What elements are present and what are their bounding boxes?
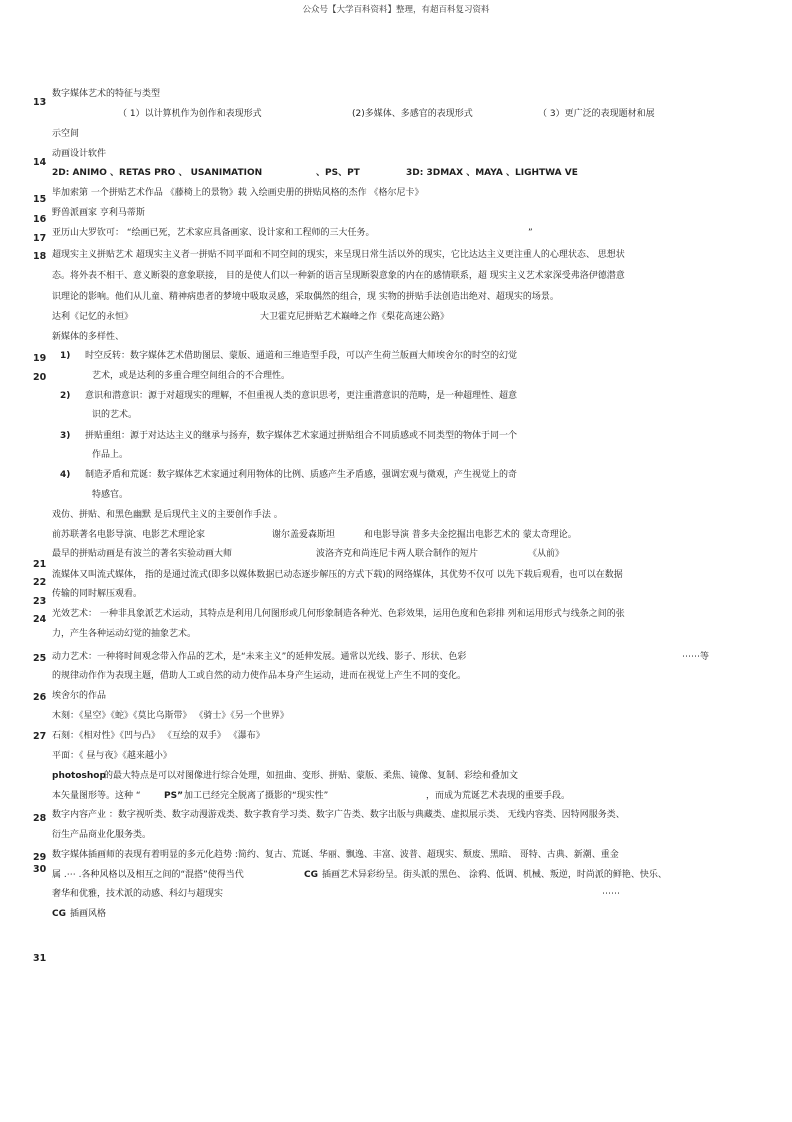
text-line: 新媒体的多样性、 <box>52 332 125 342</box>
text-line: 拼贴重组：源于对达达主义的继承与扬弃，数字媒体艺术家通过拼贴组合不同质感或不同类型的物体于同一个 <box>85 431 518 441</box>
text-line: 制造矛盾和荒诞：数字媒体艺术家通过利用物体的比例、质感产生矛盾感，强调宏观与微观，产生视觉上的奇 <box>85 470 518 480</box>
text-line: 力，产生各种运动幻觉的抽象艺术。 <box>52 629 197 639</box>
line-number: 13 <box>33 97 47 108</box>
text-line: CG <box>304 870 318 880</box>
text-line: 衍生产品商业化服务类。 <box>52 830 152 840</box>
text-line: 光效艺术： 一种非具象派艺术运动，其特点是利用几何图形或几何形象制造各种光、色彩效果，运用色度和色彩排 列和运用形式与线条之间的张 <box>52 609 625 619</box>
text-line: 动画设计软件 <box>52 149 107 159</box>
line-number: 19 <box>33 353 47 364</box>
list-marker: 3) <box>60 431 71 441</box>
line-number: 20 <box>33 372 47 383</box>
text-line: 石刻：《相对性》《凹与凸》 《互绘的双手》 《瀑布》 <box>52 731 265 741</box>
line-number: 24 <box>33 614 47 625</box>
text-line: 平面：《 昼与夜》《越来越小》 <box>52 751 172 761</box>
text-line: 波洛齐克和尚连尼卡两人联合制作的短片 <box>316 549 479 559</box>
text-line: 《从前》 <box>528 549 565 559</box>
line-number: 31 <box>33 953 47 964</box>
line-number: 17 <box>33 233 47 244</box>
page-header: 公众号【大学百科资料】整理，有超百科复习资料 <box>302 5 490 15</box>
text-line: 戏仿、拼贴、和黑色幽默 是后现代主义的主要创作手法 。 <box>52 510 283 520</box>
text-line: 识的艺术。 <box>92 410 138 420</box>
text-line: ⋯⋯ <box>602 889 620 899</box>
text-line: (2)多媒体、多感官的表现形式 <box>352 109 473 119</box>
text-line: 3D: 3DMAX 、MAYA 、LIGHTWA VE <box>406 168 578 178</box>
text-line: 数字媒体插画师的表现有着明显的多元化趋势 :简约、复古、荒诞、华丽、飘逸、丰富、波普、超现实、颓废、黑暗、 哥特、古典、新潮、重金 <box>52 850 619 860</box>
text-line: 亚历山大罗钦可： “绘画已死，艺术家应具备画家、设计家和工程师的三大任务。 <box>52 228 375 238</box>
text-line: 的最大特点是可以对图像进行综合处理，如扭曲、变形、拼贴、蒙版、柔焦、镜像、复制、彩绘和叠加文 <box>104 771 519 781</box>
text-line: 奢华和优雅，技术派的动感、科幻与超现实 <box>52 889 224 899</box>
line-number: 27 <box>33 731 47 742</box>
line-number: 15 <box>33 194 47 205</box>
text-line: ⋯⋯等 <box>682 652 710 662</box>
line-number: 22 <box>33 577 47 588</box>
text-line: 时空反转：数字媒体艺术借助图层、蒙版、通道和三维造型手段，可以产生荷兰版画大师埃舍尔的时空的幻觉 <box>85 351 518 361</box>
text-line: 大卫霍克尼拼贴艺术巅峰之作《梨花高速公路》 <box>260 312 450 322</box>
line-number: 16 <box>33 214 47 225</box>
text-line: 数字媒体艺术的特征与类型 <box>52 89 161 99</box>
text-line: 传输的同时解压观看。 <box>52 589 143 599</box>
text-line: 木刻：《星空》《蛇》《莫比乌斯带》 《骑士》《另一个世界》 <box>52 711 289 721</box>
text-line: 作品上。 <box>92 450 129 460</box>
text-line: 前苏联著名电影导演、电影艺术理论家 <box>52 530 206 540</box>
text-line: 毕加索第 一个拼贴艺术作品 《藤椅上的景物》载 入绘画史册的拼贴风格的杰作 《格尔尼卡》 <box>52 188 424 198</box>
text-line: 2D: ANIMO 、RETAS PRO 、 USANIMATION <box>52 168 263 178</box>
line-number: 21 <box>33 559 47 570</box>
text-line: 数字内容产业 ：数字视听类、数字动漫游戏类、数字教育学习类、数字广告类、数字出版与典藏类、虚拟展示类、 无线内容类、因特网服务类、 <box>52 810 625 820</box>
text-line: 的规律动作作为表现主题，借助人工或自然的动力使作品本身产生运动，进而在视觉上产生不同的变化。 <box>52 671 467 681</box>
text-line: 和电影导演 普多夫金挖掘出电影艺术的 蒙太奇理论。 <box>364 530 577 540</box>
line-number: 29 <box>33 852 47 863</box>
text-line: 识理论的影响。他们从儿童、精神病患者的梦境中吸取灵感，采取偶然的组合，现 实物的拼贴手法创造出绝对、超现实的场景。 <box>52 292 559 302</box>
text-line: 属 .⋯ .各种风格以及相互之间的“混搭”使得当代 <box>52 870 244 880</box>
text-line: 谢尔盖爱森斯坦 <box>272 530 336 540</box>
text-line: （ 3）更广泛的表现题材和展 <box>538 109 655 119</box>
text-line: ，而成为荒诞艺术表现的重要手段。 <box>426 791 571 801</box>
list-marker: 4) <box>60 470 71 480</box>
text-line: 埃舍尔的作品 <box>52 691 107 701</box>
text-line: 野兽派画家 亨利马蒂斯 <box>52 208 145 218</box>
line-number: 23 <box>33 596 47 607</box>
text-line: ” <box>528 228 533 238</box>
line-number: 28 <box>33 813 47 824</box>
text-line: 流媒体又叫流式媒体， 指的是通过流式(即多以媒体数据已动态逐步解压的方式下载)的网络媒体，其优势不仅可 以先下载后观看，也可以在数据 <box>52 570 623 580</box>
text-line: PS” <box>164 791 183 801</box>
line-number: 25 <box>33 653 47 664</box>
line-number: 26 <box>33 692 47 703</box>
text-line: 艺术，或是达利的多重合理空间组合的不合理性。 <box>92 371 291 381</box>
text-line: 态。将外表不相干、意义断裂的意象联接， 目的是使人们以一种新的语言呈现断裂意象的内在的感情联系，超 现实主义艺术家深受弗洛伊德潜意 <box>52 271 625 281</box>
text-line: 插画艺术异彩纷呈。街头派的黑色、 涂鸦、低调、机械、叛逆，时尚派的鲜艳、快乐、 <box>322 870 667 880</box>
text-line: 达利《记忆的永恒》 <box>52 312 134 322</box>
text-line: 最早的拼贴动画是有波兰的著名实验动画大师 <box>52 549 233 559</box>
text-line: 插画风格 <box>70 909 107 919</box>
text-line: CG <box>52 909 66 919</box>
line-number: 14 <box>33 157 47 168</box>
text-line: 示空间 <box>52 129 80 139</box>
text-line: 特感官。 <box>92 490 129 500</box>
list-marker: 1) <box>60 351 71 361</box>
line-number: 30 <box>33 864 47 875</box>
text-line: 动力艺术：一种将时间观念带入作品的艺术，是“未来主义”的延伸发展。通常以光线、影子、形状、色彩 <box>52 652 467 662</box>
text-line: photoshop <box>52 771 106 781</box>
text-line: 超现实主义拼贴艺术 超现实主义者一拼贴不同平面和不同空间的现实，来呈现日常生活以外的现实，它比达达主义更注重人的心理状态、 思想状 <box>52 250 625 260</box>
text-line: 本矢量图形等。这种 “ <box>52 791 141 801</box>
text-line: 、PS、PT <box>316 168 360 178</box>
text-line: （ 1）以计算机作为创作和表现形式 <box>118 109 262 119</box>
text-line: 意识和潜意识：源于对超现实的理解，不但重视人类的意识思考，更注重潜意识的范畴，是一种超理性、超意 <box>85 391 518 401</box>
line-number: 18 <box>33 251 47 262</box>
list-marker: 2) <box>60 391 71 401</box>
text-line: 加工已经完全脱离了摄影的“现实性” <box>184 791 329 801</box>
